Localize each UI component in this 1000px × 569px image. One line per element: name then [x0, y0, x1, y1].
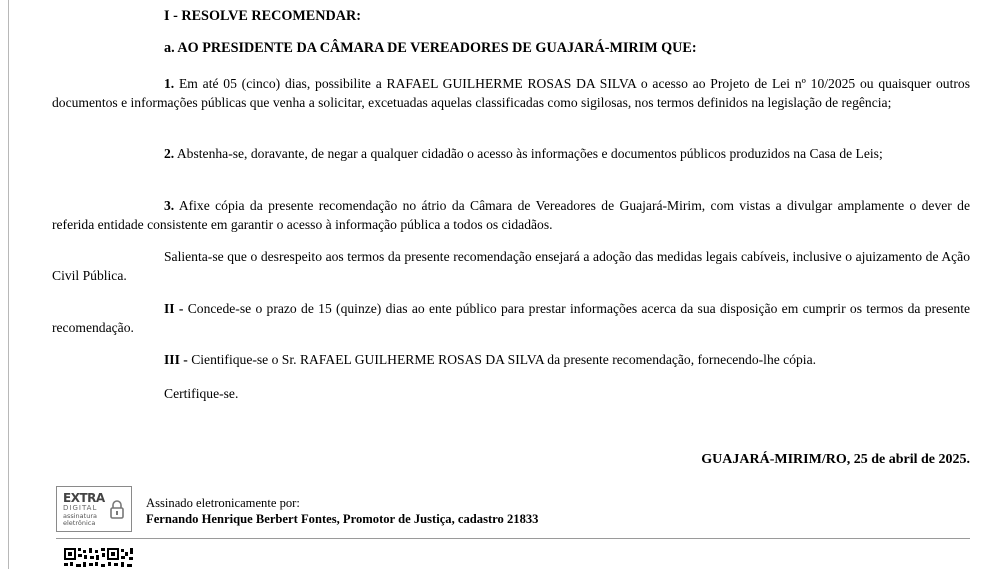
- item-3-text: Afixe cópia da presente recomendação no átrio da Câmara de Vereadores de Guajará-Mirim, com vistas a divulgar amplamente o dever de referida entidade consistente em garantir o acesso à informação pública a todos os cidadãos.: [52, 198, 970, 232]
- item-1: [52, 75, 970, 112]
- stamp-caption-1: assinatura: [63, 512, 97, 520]
- item-1-number: 1.: [164, 76, 175, 91]
- section-1-heading: I - RESOLVE RECOMENDAR:: [164, 8, 361, 24]
- closing-line: Certifique-se.: [164, 386, 239, 401]
- signature-divider: [56, 538, 970, 539]
- section-2-label: II -: [164, 301, 184, 316]
- stamp-sub: DIGITAL: [63, 504, 98, 512]
- item-3-number: 3.: [164, 198, 175, 213]
- lock-icon: [109, 499, 125, 519]
- warning-paragraph: Salienta-se que o desrespeito aos termos da presente recomendação ensejará a adoção das medidas legais cabíveis, inclusive o ajuizamento de Ação Civil Pública.: [52, 249, 970, 283]
- item-2-number: 2.: [164, 146, 175, 161]
- stamp-caption: [63, 513, 97, 527]
- item-1-text: Em até 05 (cinco) dias, possibilite a RAFAEL GUILHERME ROSAS DA SILVA o acesso ao Projeto de Lei nº 10/2025 ou quaisquer outros documentos e informações públicas que venha a solicitar, excetuadas aquelas classificadas como sigilosas, nos termos definidos na legislação de regência;: [52, 76, 970, 110]
- place-date: GUAJARÁ-MIRIM/RO, 25 de abril de 2025.: [701, 452, 970, 467]
- section-2-text: Concede-se o prazo de 15 (quinze) dias ao ente público para prestar informações acerca da sua disposição em cumprir os termos da presente recomendação.: [52, 301, 971, 335]
- section-2: [52, 300, 970, 337]
- section-3-text: Cientifique-se o Sr. RAFAEL GUILHERME ROSAS DA SILVA da presente recomendação, fornecendo-lhe cópia.: [191, 352, 817, 367]
- qr-code-icon: [64, 548, 134, 569]
- stamp-caption-2: eletrônica: [63, 519, 96, 527]
- section-3-label: III -: [164, 352, 188, 367]
- extra-digital-stamp: [56, 486, 132, 532]
- section-3: [52, 351, 970, 370]
- stamp-brand: EXTRA: [63, 491, 105, 505]
- signer-name: Fernando Henrique Berbert Fontes, Promotor de Justiça, cadastro 21833: [146, 512, 539, 526]
- item-2-text: Abstenha-se, doravante, de negar a qualquer cidadão o acesso às informações e documentos públicos produzidos na Casa de Leis;: [176, 146, 883, 161]
- signed-by-label: Assinado eletronicamente por:: [146, 496, 300, 510]
- subheading-a: a. AO PRESIDENTE DA CÂMARA DE VEREADORES DE GUAJARÁ-MIRIM QUE:: [164, 40, 697, 56]
- page-left-border: [8, 0, 9, 569]
- item-3: [52, 197, 970, 234]
- item-2: [52, 145, 970, 164]
